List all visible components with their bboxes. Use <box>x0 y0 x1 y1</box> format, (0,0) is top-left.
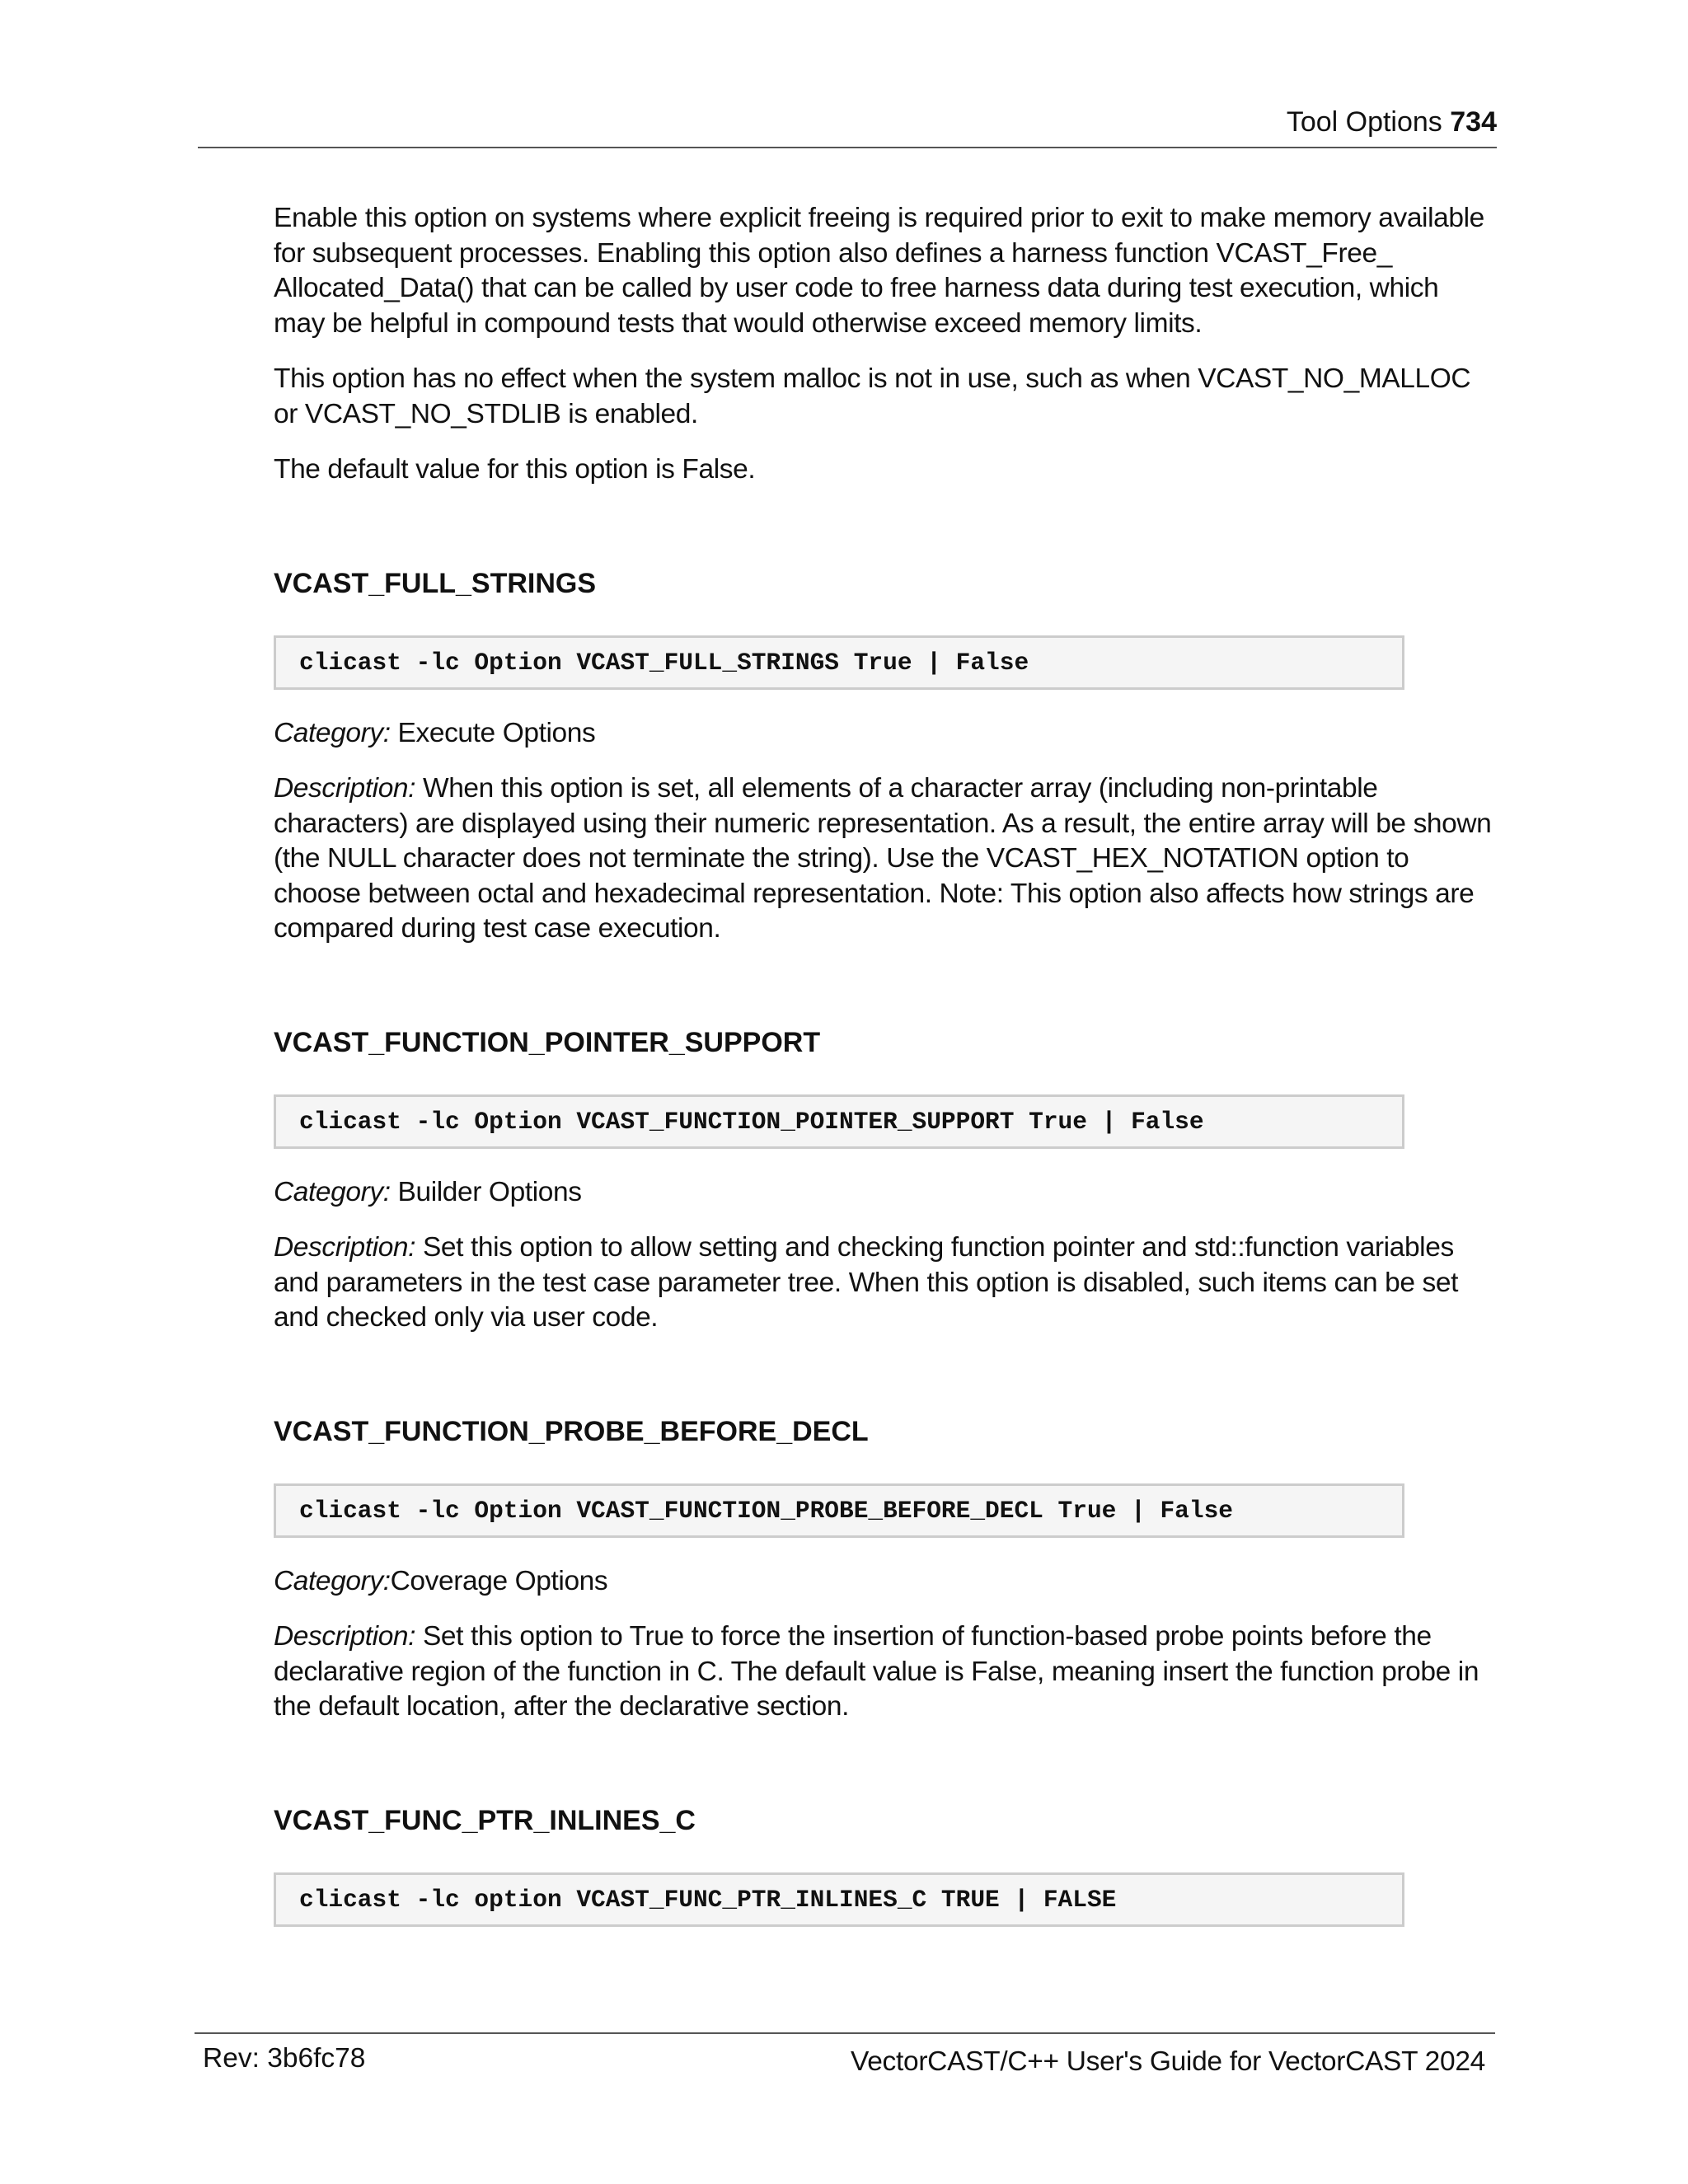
category-line <box>274 1564 1497 1600</box>
header-divider <box>198 147 1497 148</box>
description-paragraph <box>274 1619 1497 1725</box>
description-text: Set this option to True to force the insertion of function-based probe points before the declarative region of the function in C. The default value is False, meaning insert the function probe in the default location, after the declarative section. <box>274 1621 1479 1722</box>
category-value: Execute Options <box>390 717 596 748</box>
command-block-full-strings: clicast -lc Option VCAST_FULL_STRINGS True | False <box>274 635 1404 690</box>
intro-paragraph: Enable this option on systems where explicit freeing is required prior to exit to make memory available for subsequent processes. Enabling this option also defines a harness function VCAST_Free_ Allocated_Data() that can be called by user code to free harness data during test execution, which may be helpful in compound tests that would otherwise exceed memory limits. <box>274 203 1484 339</box>
section-heading-func-ptr-inlines-c: VCAST_FUNC_PTR_INLINES_C <box>274 1804 696 1836</box>
command-block-function-pointer-support: clicast -lc Option VCAST_FUNCTION_POINTER_SUPPORT True | False <box>274 1094 1404 1149</box>
intro-paragraph: This option has no effect when the system malloc is not in use, such as when VCAST_NO_MALLOC or VCAST_NO_STDLIB is enabled. <box>274 363 1471 429</box>
description-text: Set this option to allow setting and checking function pointer and std::function variables and parameters in the test case parameter tree. When this option is disabled, such items can be set and checked only via user code. <box>274 1232 1459 1333</box>
category-value: Builder Options <box>390 1176 582 1207</box>
category-label: Category: <box>274 717 391 748</box>
footer-guide-title: VectorCAST/C++ User's Guide for VectorCAST 2024 <box>851 2046 1485 2077</box>
category-line <box>274 1175 1497 1211</box>
page-header <box>198 104 1497 140</box>
category-label: Category: <box>274 1176 391 1207</box>
description-label: Description: <box>274 773 416 804</box>
document-body <box>274 201 1497 1953</box>
section-heading-function-probe-before-decl: VCAST_FUNCTION_PROBE_BEFORE_DECL <box>274 1415 869 1447</box>
description-paragraph <box>274 771 1497 947</box>
category-value: Coverage Options <box>390 1565 608 1596</box>
command-block-func-ptr-inlines-c: clicast -lc option VCAST_FUNC_PTR_INLINES_C TRUE | FALSE <box>274 1872 1404 1927</box>
description-text: When this option is set, all elements of a character array (including non-printable characters) are displayed using their numeric representation. As a result, the entire array will be shown (the NULL character does not terminate the string). Use the VCAST_HEX_NOTATION option to choose between octal and hexadecimal representation. Note: This option also affects how strings are compared during test case execution. <box>274 773 1492 944</box>
command-block-function-probe-before-decl: clicast -lc Option VCAST_FUNCTION_PROBE_BEFORE_DECL True | False <box>274 1483 1404 1538</box>
intro-paragraph: The default value for this option is False. <box>274 454 756 485</box>
category-label: Category: <box>274 1565 391 1596</box>
category-line <box>274 716 1497 752</box>
section-heading-function-pointer-support: VCAST_FUNCTION_POINTER_SUPPORT <box>274 1026 821 1058</box>
section-heading-full-strings: VCAST_FULL_STRINGS <box>274 567 597 599</box>
footer-revision: Rev: 3b6fc78 <box>203 2043 366 2074</box>
description-label: Description: <box>274 1232 416 1263</box>
footer-divider <box>195 2032 1495 2034</box>
description-label: Description: <box>274 1621 416 1652</box>
description-paragraph <box>274 1230 1497 1336</box>
page-number: 734 <box>1450 106 1497 138</box>
header-section-title: Tool Options <box>1286 106 1442 138</box>
